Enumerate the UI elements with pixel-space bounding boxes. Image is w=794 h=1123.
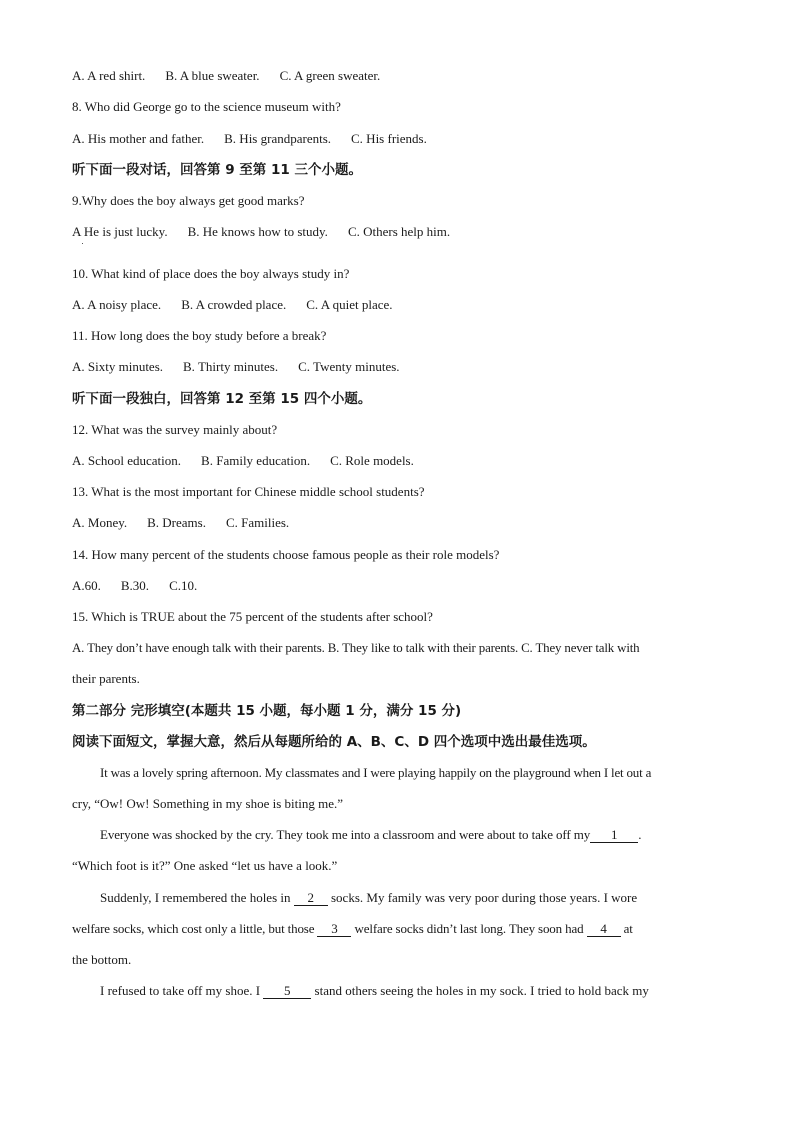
q9-question: 9.Why does the boy always get good marks? [72, 193, 305, 208]
blank-5: 5 [263, 984, 311, 999]
q10-option-c: C. A quiet place. [306, 297, 393, 312]
passage-p3-line3: the bottom. [72, 952, 132, 967]
q12-option-b: B. Family education. [201, 453, 311, 468]
q14-option-b: B.30. [120, 578, 150, 593]
q10-options [72, 297, 393, 313]
q7-option-a: A. A red shirt. [72, 68, 146, 83]
passage-p3-text-a: Suddenly, I remembered the holes in [100, 890, 294, 905]
part2-instruction: 阅读下面短文，掌握大意，然后从每题所给的 A、B、C、D 四个选项中选出最佳选项。 [72, 734, 596, 750]
dialogue-heading: 听下面一段对话，回答第 9 至第 11 三个小题。 [72, 162, 362, 178]
passage-p2-line2: “Which foot is it?” One asked “let us have a look.” [72, 858, 338, 873]
passage-p3-text-e: at [620, 921, 633, 936]
q13-options [72, 515, 289, 531]
passage-p3-line2 [72, 921, 633, 937]
q8-question: 8. Who did George go to the science museum with? [72, 99, 341, 114]
passage-p3-text-c: welfare socks, which cost only a little, but those [72, 921, 318, 936]
q7-options [72, 68, 380, 84]
passage-p3-line1 [100, 890, 637, 906]
q8-option-b: B. His grandparents. [224, 131, 332, 146]
q12-option-a: A. School education. [72, 453, 182, 468]
passage-p4-text-a: I refused to take off my shoe. I [100, 983, 264, 998]
q13-option-b: B. Dreams. [147, 515, 206, 530]
q14-option-a: A.60. [72, 578, 101, 593]
q11-question: 11. How long does the boy study before a break? [72, 328, 327, 343]
q8-option-c: C. His friends. [351, 131, 427, 146]
passage-p2-period: . [638, 827, 642, 842]
q11-option-c: C. Twenty minutes. [298, 359, 400, 374]
stray-dot [82, 243, 83, 244]
q11-option-b: B. Thirty minutes. [183, 359, 279, 374]
passage-p3-text-b: socks. My family was very poor during those years. I wore [327, 890, 638, 905]
q12-question: 12. What was the survey mainly about? [72, 422, 278, 437]
q10-option-b: B. A crowded place. [181, 297, 287, 312]
q9-options [72, 224, 450, 240]
q9-option-c: C. Others help him. [347, 224, 451, 239]
q10-question: 10. What kind of place does the boy always study in? [72, 266, 350, 281]
part2-heading: 第二部分 完形填空(本题共 15 小题，每小题 1 分，满分 15 分) [72, 703, 462, 719]
blank-1: 1 [590, 828, 638, 843]
q12-options [72, 453, 414, 469]
passage-p1-line2: cry, “Ow! Ow! Something in my shoe is biting me.” [72, 796, 344, 811]
q15-options-continued: their parents. [72, 671, 140, 686]
blank-4: 4 [587, 922, 621, 937]
q14-option-c: C.10. [169, 578, 198, 593]
monologue-heading: 听下面一段独白，回答第 12 至第 15 四个小题。 [72, 391, 372, 407]
q8-option-a: A. His mother and father. [72, 131, 205, 146]
q14-question: 14. How many percent of the students choose famous people as their role models? [72, 547, 500, 562]
q14-options [72, 578, 197, 594]
passage-p3-text-d: welfare socks didn’t last long. They soon had [351, 921, 587, 936]
passage-p2-line1 [100, 827, 641, 843]
passage-p2-text: Everyone was shocked by the cry. They took me into a classroom and were about to take off my [100, 827, 591, 842]
passage-p4-line1 [100, 983, 649, 999]
q15-question: 15. Which is TRUE about the 75 percent of the students after school? [72, 609, 433, 624]
blank-2: 2 [294, 891, 328, 906]
q9-option-b: B. He knows how to study. [187, 224, 328, 239]
q11-option-a: A. Sixty minutes. [72, 359, 164, 374]
q7-option-b: B. A blue sweater. [165, 68, 260, 83]
blank-3: 3 [317, 922, 351, 937]
q13-option-c: C. Families. [225, 515, 290, 530]
q11-options [72, 359, 400, 375]
q13-question: 13. What is the most important for Chinese middle school students? [72, 484, 425, 499]
q8-options [72, 131, 427, 147]
q9-option-a: A He is just lucky. [72, 224, 168, 239]
q10-option-a: A. A noisy place. [72, 297, 162, 312]
passage-p1-line1: It was a lovely spring afternoon. My classmates and I were playing happily on the playground when I let out a [100, 765, 652, 780]
q13-option-a: A. Money. [72, 515, 128, 530]
passage-p4-text-b: stand others seeing the holes in my sock. I tried to hold back my [311, 983, 649, 998]
q15-options-line: A. They don’t have enough talk with their parents. B. They like to talk with their parents. C. They never talk with [72, 641, 640, 655]
q12-option-c: C. Role models. [330, 453, 414, 468]
q7-option-c: C. A green sweater. [279, 68, 381, 83]
